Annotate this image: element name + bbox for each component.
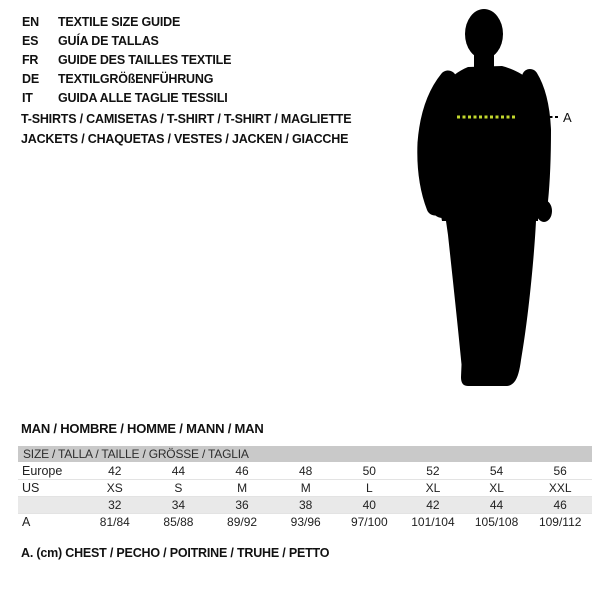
size-value: L	[365, 481, 373, 495]
size-table-header: SIZE / TALLA / TAILLE / GRÖSSE / TAGLIA	[18, 446, 592, 462]
language-row	[22, 12, 231, 31]
size-value: 48	[299, 463, 313, 478]
table-row	[18, 462, 592, 479]
size-value: XL	[425, 481, 441, 495]
chest-footnote: A. (cm) CHEST / PECHO / POITRINE / TRUHE / PETTO	[21, 546, 330, 560]
left-hand-shape	[432, 200, 454, 218]
language-row	[22, 50, 231, 69]
man-silhouette-figure	[408, 5, 580, 390]
language-code: DE	[22, 71, 39, 86]
size-value: M	[300, 481, 311, 495]
section-title-man: MAN / HOMBRE / HOMME / MANN / MAN	[21, 421, 264, 436]
language-list	[22, 12, 231, 107]
size-value: 105/108	[474, 515, 519, 529]
row-label: Europe	[22, 463, 63, 478]
category-tshirts: T-SHIRTS / CAMISETAS / T-SHIRT / T-SHIRT / MAGLIETTE	[21, 112, 352, 126]
size-value: 44	[489, 498, 504, 512]
language-code: ES	[22, 33, 39, 48]
size-value: 42	[108, 463, 122, 478]
size-value: 89/92	[227, 515, 258, 529]
size-value: 32	[108, 498, 122, 512]
category-jackets: JACKETS / CHAQUETAS / VESTES / JACKEN / GIACCHE	[21, 132, 349, 146]
size-value: 52	[426, 463, 440, 478]
language-row	[22, 31, 231, 50]
size-value: 34	[171, 498, 186, 512]
table-row	[18, 496, 592, 513]
table-row	[18, 513, 592, 530]
size-value: 42	[426, 498, 440, 512]
language-code: FR	[22, 52, 39, 67]
size-value: 54	[489, 463, 504, 478]
row-label: US	[22, 481, 40, 495]
language-code: IT	[22, 90, 33, 105]
language-label: GUÍA DE TALLAS	[58, 33, 159, 48]
language-label: TEXTILE SIZE GUIDE	[58, 14, 181, 29]
size-value: XS	[106, 481, 123, 495]
size-value: 36	[235, 498, 249, 512]
language-label: GUIDE DES TAILLES TEXTILE	[58, 52, 232, 67]
size-value: 46	[235, 463, 249, 478]
size-value: 50	[362, 463, 376, 478]
language-row	[22, 69, 231, 88]
neck-shape	[474, 49, 494, 67]
man-silhouette	[426, 9, 552, 386]
size-table-body	[18, 462, 592, 530]
language-code: EN	[22, 14, 39, 29]
language-label: TEXTILGRÖßENFÜHRUNG	[58, 71, 214, 86]
language-label: GUIDA ALLE TAGLIE TESSILI	[58, 90, 228, 105]
size-value: 56	[553, 463, 567, 478]
size-value: 81/84	[99, 515, 130, 529]
size-value: 85/88	[163, 515, 194, 529]
size-value: S	[174, 481, 183, 495]
size-value: 97/100	[350, 515, 388, 529]
size-value: XL	[489, 481, 504, 495]
size-value: 46	[553, 498, 567, 512]
right-hand-shape	[536, 200, 552, 222]
size-value: 93/96	[290, 515, 321, 529]
measure-label-a: A	[563, 110, 572, 125]
feet-shape	[461, 353, 507, 386]
size-value: 44	[171, 463, 186, 478]
size-value: 38	[299, 498, 313, 512]
man-silhouette-svg	[408, 5, 580, 390]
language-row	[22, 88, 231, 107]
size-table	[18, 446, 592, 530]
size-value: XXL	[548, 481, 572, 495]
size-value: 40	[362, 498, 376, 512]
size-value: 101/104	[411, 515, 455, 529]
garment-categories	[21, 109, 351, 149]
table-row	[18, 479, 592, 496]
size-value: 109/112	[538, 515, 582, 529]
size-value: M	[237, 481, 248, 495]
row-label: A	[22, 515, 31, 529]
